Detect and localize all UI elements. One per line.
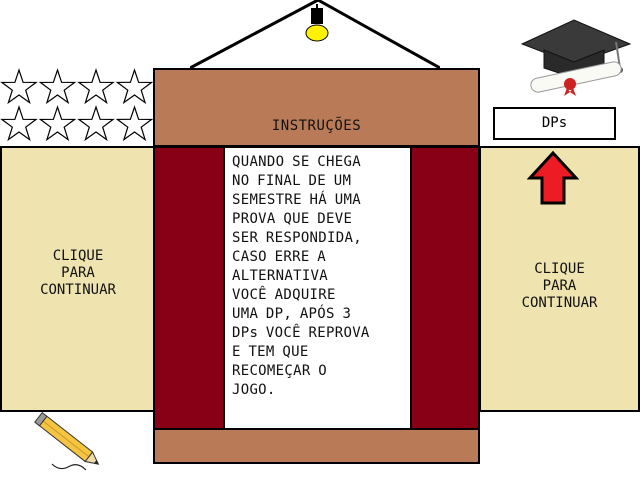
- star-icon: [117, 70, 151, 103]
- pencil-icon: [30, 412, 108, 478]
- up-arrow-icon: [527, 150, 579, 206]
- star-icon: [40, 70, 74, 103]
- stage-top: [153, 68, 480, 147]
- instruction-line: PROVA QUE DEVE: [232, 211, 353, 227]
- star-icon: [79, 70, 113, 103]
- star-icon: [117, 107, 151, 140]
- instructions-text: [232, 153, 410, 400]
- instruction-line: E TEM QUE: [232, 344, 309, 360]
- instruction-line: VOCÊ ADQUIRE: [232, 287, 336, 303]
- star-rating: [0, 68, 154, 146]
- instruction-line: RECOMEÇAR O: [232, 363, 328, 379]
- instruction-line: JOGO.: [232, 382, 276, 398]
- curtain-right: [410, 146, 480, 430]
- instruction-line: ALTERNATIVA: [232, 268, 329, 284]
- star-icon: [79, 107, 113, 140]
- star-icon: [2, 70, 36, 103]
- dp-counter: DPs: [493, 107, 616, 140]
- continue-button-left[interactable]: [0, 146, 156, 412]
- graduation-cap-icon: [512, 6, 634, 96]
- instruction-line: NO FINAL DE UM: [232, 173, 352, 189]
- instruction-line: SEMESTRE HÁ UMA: [232, 192, 361, 208]
- instruction-line: CASO ERRE A: [232, 249, 327, 265]
- instruction-line: DPs VOCÊ REPROVA: [232, 325, 370, 341]
- star-icon: [2, 107, 36, 140]
- instruction-line: UMA DP, APÓS 3: [232, 306, 352, 322]
- star-icon: [40, 107, 74, 140]
- instruction-line: SER RESPONDIDA,: [232, 230, 362, 246]
- hanging-lamp: [190, 0, 440, 70]
- instructions-title: INSTRUÇÕES: [271, 118, 362, 134]
- continue-label-left: CLIQUE PARA CONTINUAR: [40, 248, 116, 298]
- lamp-icon: [306, 4, 328, 41]
- instruction-line: QUANDO SE CHEGA: [232, 154, 361, 170]
- continue-label-right: CLIQUE PARA CONTINUAR: [521, 261, 598, 311]
- instructions-board: [223, 146, 412, 430]
- curtain-left: [153, 146, 225, 430]
- stage-bottom: [153, 428, 480, 464]
- star-grid: [0, 68, 154, 146]
